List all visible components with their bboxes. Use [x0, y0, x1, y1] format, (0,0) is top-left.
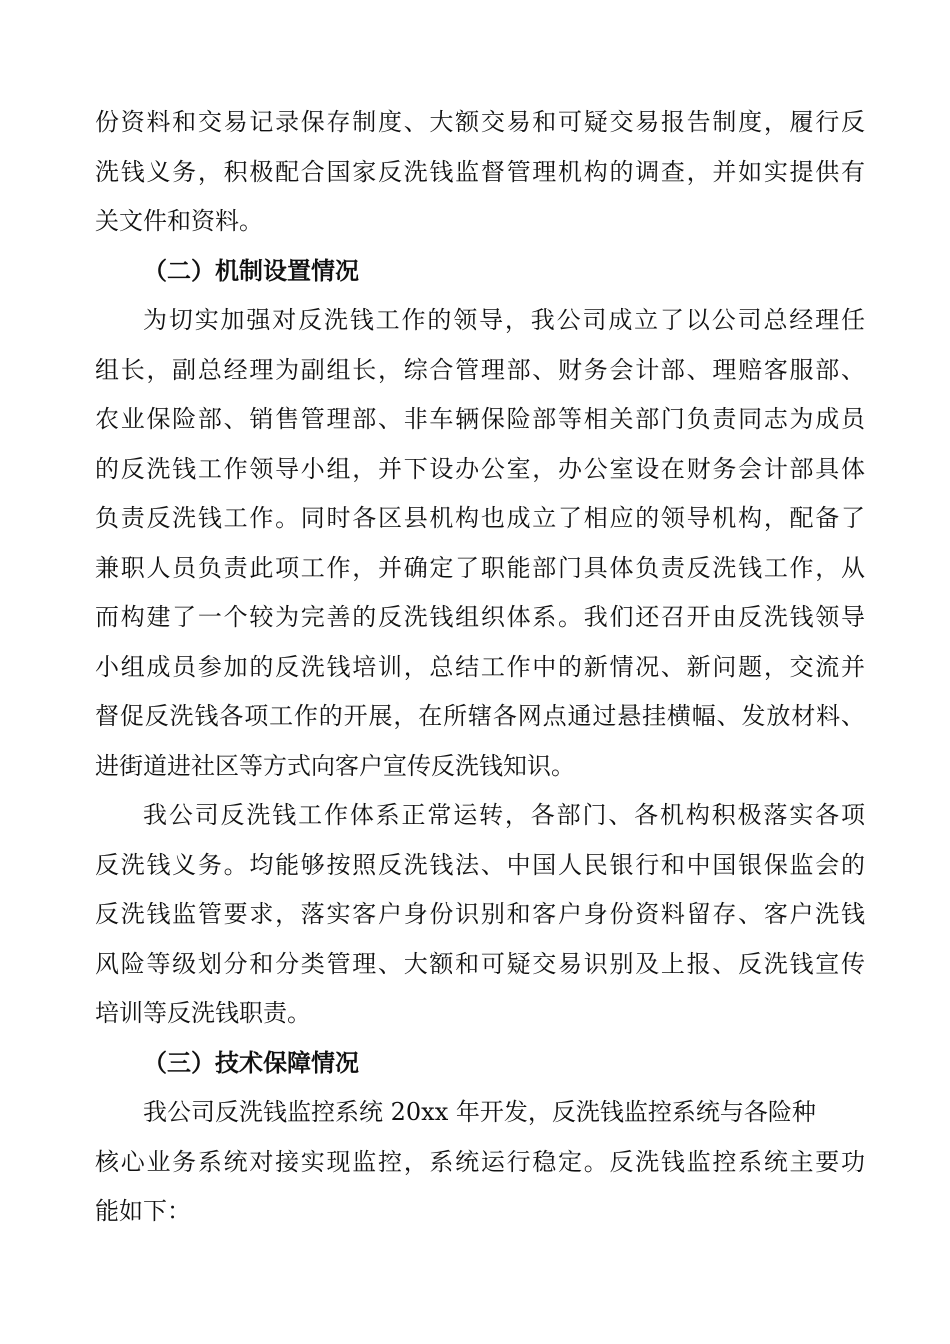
section-heading: （二）机制设置情况 [143, 257, 359, 285]
paragraph-line: 核心业务系统对接实现监控，系统运行稳定。反洗钱监控系统主要功 [95, 1148, 865, 1176]
paragraph-line: 兼职人员负责此项工作，并确定了职能部门具体负责反洗钱工作，从 [95, 554, 865, 582]
paragraph-line: 小组成员参加的反洗钱培训，总结工作中的新情况、新问题，交流并 [95, 653, 865, 681]
paragraph-line: 为切实加强对反洗钱工作的领导，我公司成立了以公司总经理任 [143, 306, 865, 334]
paragraph-line: 洗钱义务，积极配合国家反洗钱监督管理机构的调查，并如实提供有 [95, 158, 865, 186]
paragraph-line: 反洗钱义务。均能够按照反洗钱法、中国人民银行和中国银保监会的 [95, 851, 865, 879]
paragraph-line: 份资料和交易记录保存制度、大额交易和可疑交易报告制度，履行反 [95, 108, 865, 136]
paragraph-line: 反洗钱监管要求，落实客户身份识别和客户身份资料留存、客户洗钱 [95, 900, 865, 928]
paragraph-line: 培训等反洗钱职责。 [95, 999, 311, 1027]
paragraph-line: 的反洗钱工作领导小组，并下设办公室，办公室设在财务会计部具体 [95, 455, 865, 483]
paragraph-line: 而构建了一个较为完善的反洗钱组织体系。我们还召开由反洗钱领导 [95, 603, 865, 631]
paragraph-line: 进街道进社区等方式向客户宣传反洗钱知识。 [95, 752, 575, 780]
paragraph-line: 负责反洗钱工作。同时各区县机构也成立了相应的领导机构，配备了 [95, 504, 865, 532]
paragraph-line: 能如下： [95, 1197, 191, 1225]
paragraph-line: 督促反洗钱各项工作的开展，在所辖各网点通过悬挂横幅、发放材料、 [95, 702, 865, 730]
paragraph-line: 我公司反洗钱工作体系正常运转，各部门、各机构积极落实各项 [143, 801, 865, 829]
paragraph-line: 组长，副总经理为副组长，综合管理部、财务会计部、理赔客服部、 [95, 356, 865, 384]
paragraph-line: 农业保险部、销售管理部、非车辆保险部等相关部门负责同志为成员 [95, 405, 865, 433]
section-heading: （三）技术保障情况 [143, 1049, 359, 1077]
paragraph-line: 我公司反洗钱监控系统 20xx 年开发，反洗钱监控系统与各险种 [143, 1098, 816, 1126]
paragraph-line: 关文件和资料。 [95, 207, 263, 235]
paragraph-line: 风险等级划分和分类管理、大额和可疑交易识别及上报、反洗钱宣传 [95, 950, 865, 978]
